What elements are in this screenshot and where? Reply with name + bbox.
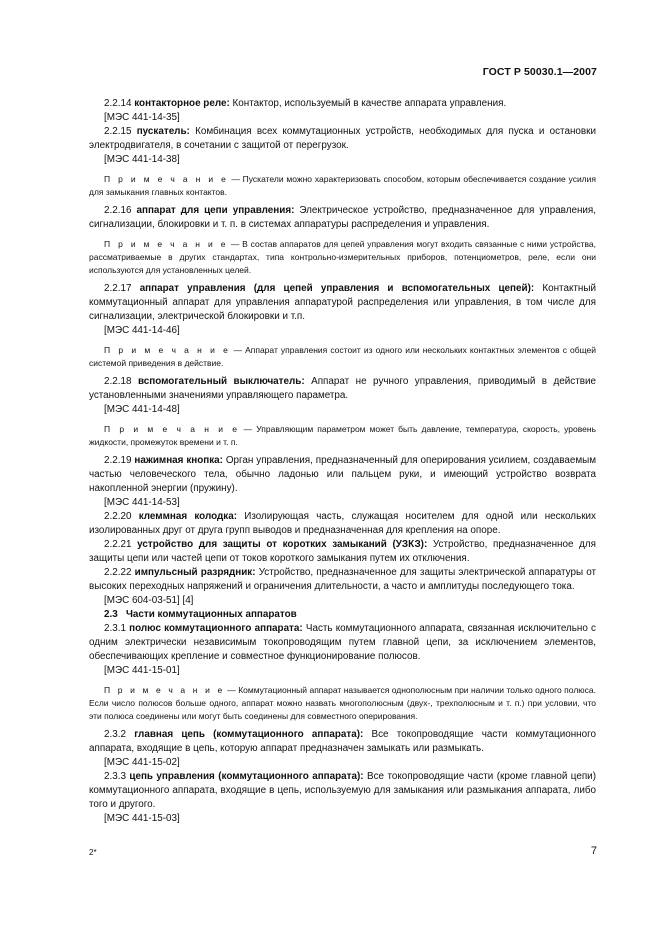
reference: [МЭС 441-15-01] <box>104 665 180 676</box>
note: П р и м е ч а н и е — Аппарат управления состоит из одного или нескольких контактных элементов с общей системой приведения в действие. <box>89 345 596 368</box>
clause-2-2-18: 2.2.18 вспомогательный выключатель: Аппарат не ручного управления, приводимый в действие установленными значениями управляющего параметра. <box>89 376 596 401</box>
clause-2-3-2: 2.3.2 главная цепь (коммутационного аппарата): Все токопроводящие части коммутационного аппарата, входящие в цепь, которую аппарат предназначен замыкать или размыкать. <box>89 729 596 754</box>
clause-2-3-1: 2.3.1 полюс коммутационного аппарата: Часть коммутационного аппарата, связанная исключительно с одним электрически независимым токопроводящим путем главной цепи, за исключением элементов, обеспечивающих крепление и совместное функционирование полюсов. <box>89 623 596 662</box>
reference: [МЭС 441-14-38] <box>104 154 180 165</box>
clause-2-2-17: 2.2.17 аппарат управления (для цепей управления и вспомогательных цепей): Контактный коммутационный аппарат для управления аппаратурой распределения или управления, в том числе для сигнализации, электрической блокировки и т.п. <box>89 283 596 322</box>
clause-2-3-3: 2.3.3 цепь управления (коммутационного аппарата): Все токопроводящие части (кроме главной цепи) коммутационного аппарата, входящие в цепь, используемую для замыкания или размыкания аппарата, либо того и другого. <box>89 771 596 810</box>
sheet-mark: 2* <box>89 848 97 857</box>
reference: [МЭС 441-15-03] <box>104 813 180 824</box>
clause-2-2-16: 2.2.16 аппарат для цепи управления: Электрическое устройство, предназначенное для управления, сигнализации, блокировки и т. п. в системах аппаратуры распределения и управления. <box>89 205 597 230</box>
reference: [МЭС 441-14-46] <box>104 325 180 336</box>
note: П р и м е ч а н и е — Коммутационный аппарат называется однополюсным при наличии только одного полюса. Если число полюсов больше одного, аппарат можно назвать многополюсным (двух-, трехполюсным и т. п.) при условии, что эти полюса соединены или могут быть соединены для совместного оперирования. <box>89 685 596 721</box>
clause-2-2-22: 2.2.22 импульсный разрядник: Устройство, предназначенное для защиты электрической аппаратуры от высоких переходных напряжений и ограничения длительности, а часто и амплитуды последующего тока. <box>89 567 596 592</box>
reference: [МЭС 441-14-35] <box>104 112 180 123</box>
standard-number: ГОСТ Р 50030.1—2007 <box>482 66 597 78</box>
reference: [МЭС 441-15-02] <box>104 757 180 768</box>
note: П р и м е ч а н и е — В состав аппаратов для цепей управления могут входить связанные с ними устройства, рассматриваемые в других стандартах, типа контрольно-измерительных приборов, потенциометров, реле, если они используются для установленных целей. <box>89 239 596 275</box>
reference: [МЭС 441-14-48] <box>104 404 180 415</box>
clause-2-2-15: 2.2.15 пускатель: Комбинация всех коммутационных устройств, необходимых для пуска и остановки электродвигателя, в сочетании с защитой от перегрузок. <box>89 126 596 151</box>
clause-2-2-14: 2.2.14 контакторное реле: Контактор, используемый в качестве аппарата управления. <box>104 98 507 109</box>
clause-2-2-20: 2.2.20 клеммная колодка: Изолирующая часть, служащая носителем для одной или нескольких изолированных друг от друга групп выводов и предназначенная для крепления на опоре. <box>89 511 596 536</box>
page-number: 7 <box>590 845 597 857</box>
document-body <box>89 97 596 826</box>
reference: [МЭС 441-14-53] <box>104 497 180 508</box>
note: П р и м е ч а н и е — Пускатели можно характеризовать способом, которым обеспечивается создание усилия для замыкания главных контактов. <box>89 174 596 197</box>
clause-2-2-19: 2.2.19 нажимная кнопка: Орган управления, предназначенный для оперирования усилием, создаваемым частью человеческого тела, обычно ладонью или пальцем руки, и имеющий устройство возврата накопленной энергии (пружину). <box>89 455 596 494</box>
note: П р и м е ч а н и е — Управляющим параметром может быть давление, температура, скорость, уровень жидкости, промежуток времени и т. п. <box>89 424 596 447</box>
clause-2-2-21: 2.2.21 устройство для защиты от коротких замыканий (УЗКЗ): Устройство, предназначенное для защиты цепи или частей цепи от токов короткого замыкания путем их отключения. <box>89 539 596 564</box>
section-heading-2-3: 2.3 Части коммутационных аппаратов <box>104 609 297 620</box>
reference: [МЭС 604-03-51] [4] <box>104 595 194 606</box>
